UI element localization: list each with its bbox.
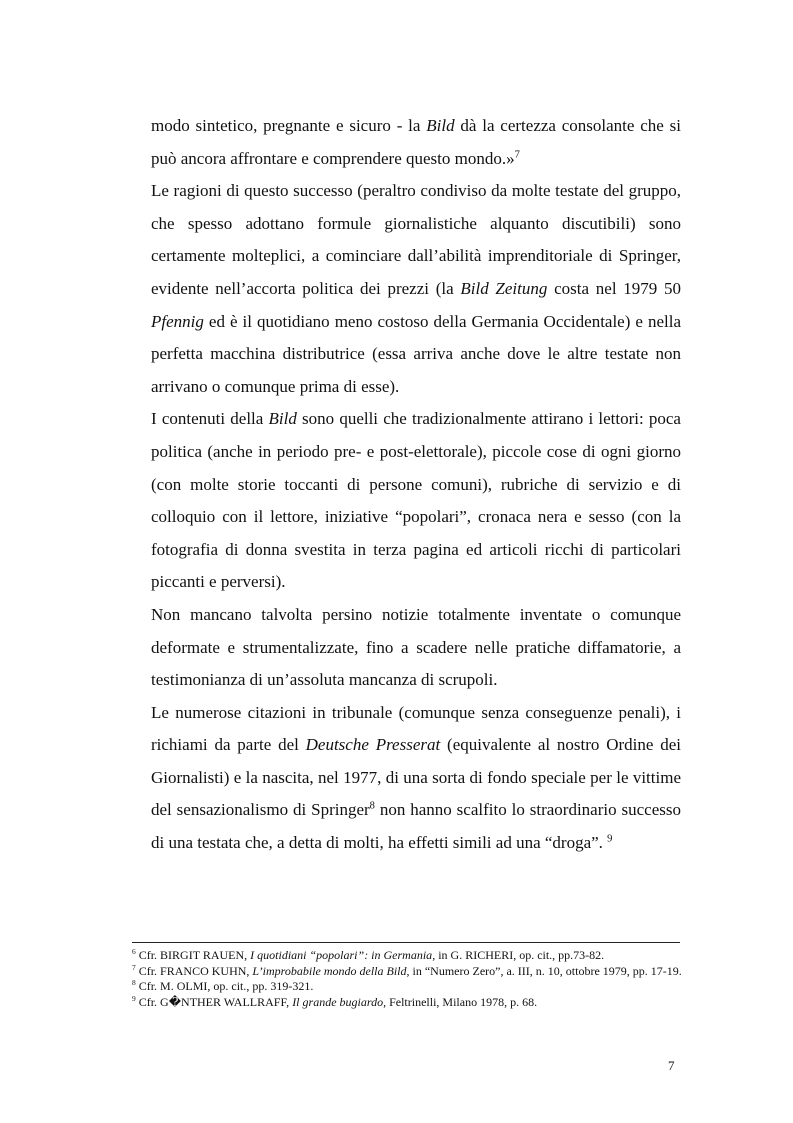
body-text [151, 110, 681, 860]
paragraph [151, 599, 681, 697]
italic-text: Bild [426, 116, 455, 135]
footnote [132, 995, 682, 1011]
text-run: (equivalente al nostro Ordine dei Giornalisti) e la nascita, nel 1977, di una sorta di fondo speciale per le vittime del sensazionalismo di Springer [151, 735, 681, 820]
text-run: I contenuti della [151, 409, 269, 429]
footnotes [132, 948, 682, 1010]
footnote-ref: 7 [514, 148, 520, 160]
paragraph [151, 110, 681, 175]
italic-text: Deutsche Presserat [305, 735, 441, 755]
text-run: sono quelli che tradizionalmente attirano i lettori: poca politica (anche in periodo pre- e post-elettorale), piccole cose di ogni giorno (con molte storie toccanti di persone comuni), rubriche di servizio e di colloquio con il lettore, iniziative “popolari”, cronaca nera e sesso (con la fotografia di donna svestita in terza pagina ed articoli ricchi di particolari piccanti e perversi). [151, 409, 681, 592]
paragraph [151, 403, 681, 599]
text-run: non hanno scalfito lo straordinario successo di una testata che, a detta di molti, ha effetti simili ad una “droga”. [151, 800, 681, 853]
italic-text: I quotidiani “popolari”: in Germania [250, 948, 433, 962]
footnote-ref: 9 [607, 833, 613, 845]
text-run: , in G. RICHERI, op. cit., pp.73-82. [432, 948, 605, 962]
footnote-ref: 9 [132, 993, 136, 1003]
footnote-ref: 8 [132, 978, 136, 988]
page-number: 7 [668, 1058, 675, 1073]
paragraph [151, 175, 681, 403]
footnote [132, 979, 682, 995]
text-run: dà la certezza consolante che si può ancora affrontare e comprendere questo mondo.» [151, 116, 681, 168]
footnote [132, 948, 682, 964]
text-run: , Feltrinelli, Milano 1978, p. 68. [383, 994, 538, 1009]
footnote-ref: 6 [132, 947, 136, 956]
footnote-ref: 8 [369, 800, 375, 812]
text-run: Le ragioni di questo successo (peraltro condiviso da molte testate del gruppo, che spesso adottano formule giornalistiche alquanto discutibili) sono certamente molteplici, a cominciare dall’abilità imprenditoriale di Springer, evidente nell’accorta politica dei prezzi (la [151, 181, 681, 298]
text-run: , in “Numero Zero”, a. III, n. 10, ottobre 1979, pp. 17-19. [406, 963, 682, 978]
italic-text: Il grande bugiardo [292, 994, 384, 1009]
text-run: Cfr. FRANCO KUHN, [135, 963, 253, 978]
text-run: Cfr. G�NTHER WALLRAFF, [135, 994, 293, 1009]
italic-text: Pfennig [151, 311, 204, 331]
italic-text: Bild Zeitung [460, 278, 548, 298]
paragraph [151, 697, 681, 860]
footnote-ref: 7 [132, 962, 136, 972]
text-run: Cfr. M. OLMI, op. cit., pp. 319-321. [135, 979, 314, 994]
italic-text: L’improbabile mondo della Bild [252, 963, 407, 978]
text-run: modo sintetico, pregnante e sicuro - la [151, 116, 427, 135]
footnote-separator [132, 942, 680, 943]
text-run: ed è il quotidiano meno costoso della Germania Occidentale) e nella perfetta macchina distributrice (essa arriva anche dove le altre testate non arrivano o comunque prima di esse). [151, 311, 681, 396]
text-run: costa nel 1979 50 [547, 278, 681, 298]
text-run: Cfr. BIRGIT RAUEN, [135, 948, 251, 962]
text-run: Le numerose citazioni in tribunale (comunque senza conseguenze penali), i richiami da parte del [151, 702, 681, 755]
italic-text: Bild [268, 409, 297, 429]
footnote [132, 964, 682, 980]
text-run: Non mancano talvolta persino notizie totalmente inventate o comunque deformate e strumentalizzate, fino a scadere nelle pratiche diffamatorie, a testimonianza di un’assoluta mancanza di scrupoli. [151, 604, 681, 690]
